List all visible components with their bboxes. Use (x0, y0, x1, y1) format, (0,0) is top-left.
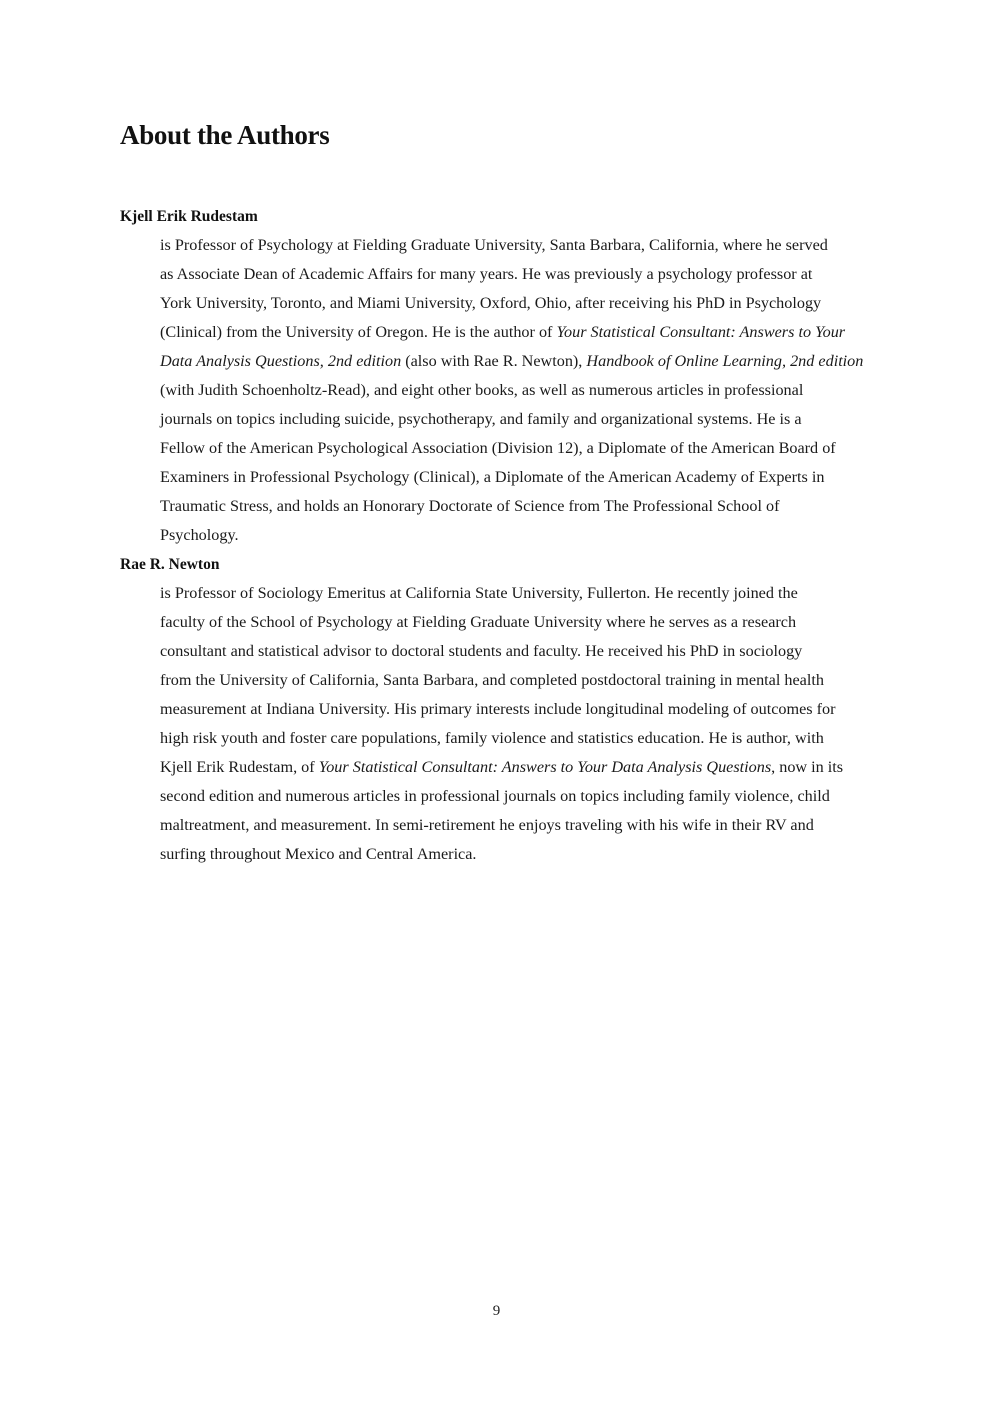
bio-line (160, 318, 880, 347)
bio-text: , now in its (771, 758, 844, 776)
bio-line (160, 695, 880, 724)
bio-line (160, 463, 880, 492)
bio-text: as Associate Dean of Academic Affairs for many years. He was previously a psychology professor at (160, 265, 813, 283)
book-title-text: Your Statistical Consultant: Answers to Your (556, 323, 846, 341)
bio-text: measurement at Indiana University. His primary interests include longitudinal modeling of outcomes for (160, 700, 836, 718)
bio-text: second edition and numerous articles in professional journals on topics including family violence, child (160, 787, 830, 805)
authors-section (120, 202, 880, 869)
bio-line (160, 811, 880, 840)
bio-line (160, 840, 880, 869)
bio-line (160, 434, 880, 463)
bio-text: York University, Toronto, and Miami University, Oxford, Ohio, after receiving his PhD in Psychology (160, 294, 822, 312)
author-name: Rae R. Newton (120, 556, 220, 573)
author-entry-rudestam (120, 202, 880, 550)
bio-text: Psychology. (160, 526, 239, 544)
bio-line (160, 782, 880, 811)
bio-text: (also with Rae R. Newton), (401, 352, 587, 370)
bio-line (160, 347, 880, 376)
bio-line (160, 231, 880, 260)
bio-text: (Clinical) from the University of Oregon. He is the author of (160, 323, 557, 341)
book-title-text: Handbook of Online Learning, 2nd edition (586, 352, 864, 370)
author-entry-newton (120, 550, 880, 869)
bio-text: maltreatment, and measurement. In semi-retirement he enjoys traveling with his wife in their RV and (160, 816, 814, 834)
page-title: About the Authors (120, 120, 330, 150)
bio-text: surfing throughout Mexico and Central America. (160, 845, 477, 863)
bio-line (160, 753, 880, 782)
bio-line (160, 579, 880, 608)
page-number: 9 (492, 1303, 501, 1319)
bio-text: Examiners in Professional Psychology (Clinical), a Diplomate of the American Academy of Experts in (160, 468, 825, 486)
book-title-text: Your Statistical Consultant: Answers to Your Data Analysis Questions (318, 758, 772, 776)
bio-line (160, 724, 880, 753)
bio-line (160, 289, 880, 318)
bio-line (160, 666, 880, 695)
bio-line (160, 405, 880, 434)
bio-text: high risk youth and foster care populations, family violence and statistics education. He is author, with (160, 729, 824, 747)
bio-line (160, 521, 880, 550)
bio-text: consultant and statistical advisor to doctoral students and faculty. He received his PhD in sociology (160, 642, 803, 660)
book-title-text: Data Analysis Questions, 2nd edition (160, 352, 402, 370)
bio-text: from the University of California, Santa Barbara, and completed postdoctoral training in mental health (160, 671, 824, 689)
bio-text: is Professor of Psychology at Fielding Graduate University, Santa Barbara, California, where he served (160, 236, 828, 254)
bio-text: (with Judith Schoenholtz-Read), and eight other books, as well as numerous articles in professional (160, 381, 804, 399)
author-name: Kjell Erik Rudestam (120, 208, 258, 225)
bio-text: Traumatic Stress, and holds an Honorary Doctorate of Science from The Professional School of (160, 497, 780, 515)
bio-line (160, 376, 880, 405)
bio-line (160, 608, 880, 637)
author-bio (160, 231, 880, 550)
bio-line (160, 637, 880, 666)
bio-text: journals on topics including suicide, psychotherapy, and family and organizational systems. He is a (160, 410, 802, 428)
bio-line (160, 260, 880, 289)
bio-line (160, 492, 880, 521)
bio-text: Fellow of the American Psychological Association (Division 12), a Diplomate of the American Board of (160, 439, 836, 457)
bio-text: faculty of the School of Psychology at Fielding Graduate University where he serves as a research (160, 613, 797, 631)
author-bio (160, 579, 880, 869)
bio-text: Kjell Erik Rudestam, of (160, 758, 319, 776)
bio-text: is Professor of Sociology Emeritus at California State University, Fullerton. He recently joined the (160, 584, 798, 602)
